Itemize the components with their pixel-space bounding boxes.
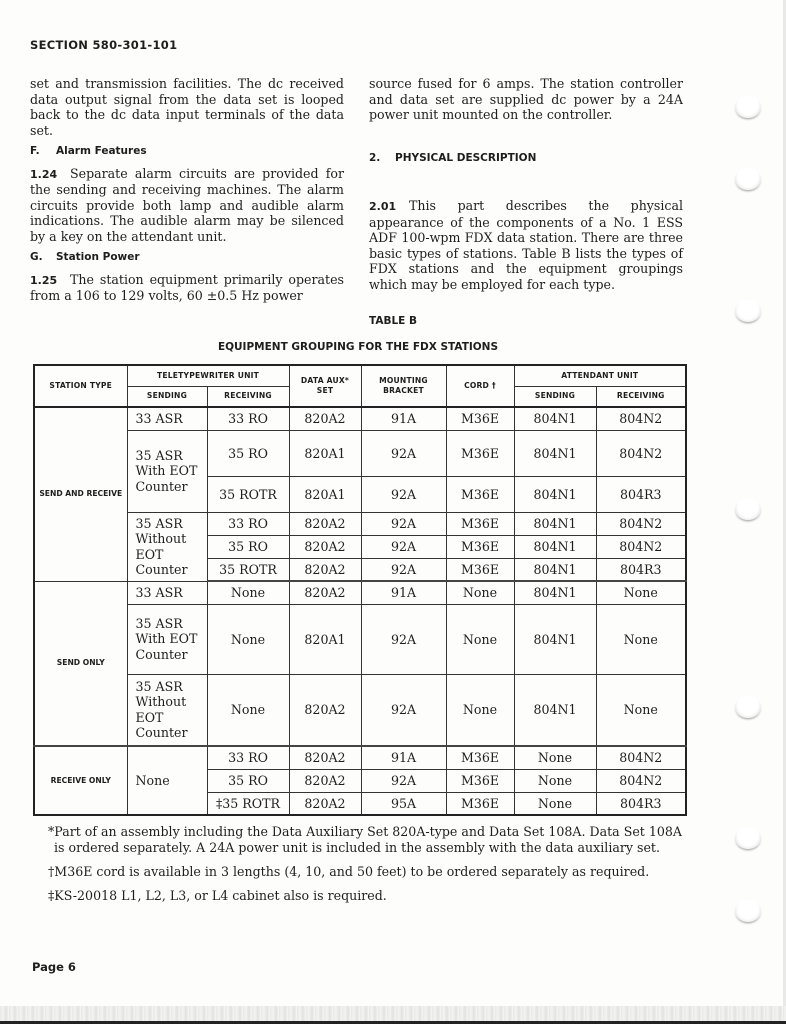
heading-alarm-features [30,144,344,160]
paragraph-1-25 [30,272,344,304]
header-cord: CORD † [446,365,514,407]
cell-au-sending: 804N1 [514,407,596,430]
cell-au-sending: 804N1 [514,476,596,512]
right-column [369,76,683,298]
punch-hole-icon [735,900,761,922]
paragraph-number: 2.01 [369,200,397,213]
header-attendant-unit: ATTENDANT UNIT [514,365,686,386]
header-data-aux-set: DATA AUX* SET [289,365,361,407]
cell-tt-sending: 33 ASR [127,407,207,430]
cell-cord: None [446,581,514,604]
cell-tt-receiving: 33 RO [207,512,289,535]
paragraph-2-01 [369,198,683,292]
heading-number: 2. [369,151,381,164]
cell-cord: M36E [446,407,514,430]
cell-au-receiving: None [596,604,686,674]
cell-tt-sending: 35 ASR Without EOT Counter [127,674,207,746]
cell-bracket: 91A [361,581,446,604]
heading-physical-description [369,151,683,167]
cell-au-sending: None [514,792,596,815]
cell-aux: 820A2 [289,407,361,430]
cell-cord: M36E [446,792,514,815]
cell-au-receiving: None [596,674,686,746]
station-type-receive-only: RECEIVE ONLY [34,746,127,815]
punch-hole-icon [735,827,761,849]
cell-bracket: 92A [361,674,446,746]
cell-cord: M36E [446,476,514,512]
cell-au-sending: 804N1 [514,430,596,476]
cell-bracket: 92A [361,769,446,792]
cell-aux: 820A2 [289,769,361,792]
cell-aux: 820A2 [289,792,361,815]
cell-aux: 820A2 [289,535,361,558]
cell-au-receiving: 804N2 [596,407,686,430]
cell-tt-sending: 35 ASR With EOT Counter [127,430,207,512]
continuation-paragraph: source fused for 6 amps. The station controller and data set are supplied dc power by a 24A power unit mounted on the controller. [369,76,683,122]
cell-au-receiving: 804N2 [596,430,686,476]
header-mounting-bracket: MOUNTING BRACKET [361,365,446,407]
header-station-type: STATION TYPE [34,365,127,407]
table-row [34,581,686,604]
paragraph-text: This part describes the physical appearance of the components of a No. 1 ESS ADF 100-wpm FDX data station. There are three basic types of stations. Table B lists the types of FDX stations and the equipment groupings which may be employed for each type. [369,198,683,292]
cell-tt-receiving: 35 RO [207,769,289,792]
header-au-sending: SENDING [514,386,596,407]
cell-cord: M36E [446,746,514,769]
heading-title: Station Power [56,251,140,263]
cell-bracket: 92A [361,604,446,674]
cell-bracket: 92A [361,558,446,581]
cell-aux: 820A1 [289,604,361,674]
paragraph-number: 1.24 [30,167,58,181]
cell-au-receiving: 804N2 [596,769,686,792]
cell-cord: None [446,674,514,746]
cell-au-sending: 804N1 [514,604,596,674]
left-column [30,76,344,310]
cell-bracket: 91A [361,746,446,769]
cell-aux: 820A2 [289,746,361,769]
cell-au-receiving: 804N2 [596,512,686,535]
table-row [34,604,686,674]
cell-tt-receiving: 35 RO [207,430,289,476]
cell-aux: 820A2 [289,581,361,604]
cell-au-sending: None [514,769,596,792]
cell-tt-receiving: ‡35 ROTR [207,792,289,815]
cell-tt-sending: 33 ASR [127,581,207,604]
table-row [34,674,686,746]
heading-title: PHYSICAL DESCRIPTION [395,151,537,164]
table-row [34,512,686,535]
punch-hole-icon [735,498,761,520]
cell-tt-receiving: 35 RO [207,535,289,558]
table-row [34,407,686,430]
cell-au-receiving: 804R3 [596,558,686,581]
header-teletypewriter-unit: TELETYPEWRITER UNIT [127,365,289,386]
cell-bracket: 92A [361,430,446,476]
header-au-receiving: RECEIVING [596,386,686,407]
cell-tt-receiving: 33 RO [207,746,289,769]
cell-tt-sending: None [127,746,207,815]
cell-au-receiving: 804R3 [596,792,686,815]
paragraph-text: Separate alarm circuits are provided for the sending and receiving machines. The alarm circuits provide both lamp and audible alarm indications. The audible alarm may be silenced by a key on the attendant unit. [30,165,344,244]
cell-au-receiving: 804N2 [596,535,686,558]
cell-aux: 820A1 [289,476,361,512]
cell-cord: M36E [446,430,514,476]
cell-au-receiving: 804N2 [596,746,686,769]
table-row [34,430,686,476]
cell-tt-sending: 35 ASR With EOT Counter [127,604,207,674]
cell-tt-receiving: 35 ROTR [207,558,289,581]
header-tt-sending: SENDING [127,386,207,407]
cell-tt-receiving: None [207,674,289,746]
cell-bracket: 91A [361,407,446,430]
table-footnotes [48,824,688,912]
heading-title: Alarm Features [56,145,147,157]
footnote-double-dagger: ‡KS-20018 L1, L2, L3, or L4 cabinet also is required. [48,888,387,903]
cell-cord: None [446,604,514,674]
heading-letter: F. [30,145,40,157]
paragraph-number: 1.25 [30,273,58,287]
cell-au-receiving: None [596,581,686,604]
cell-au-receiving: 804R3 [596,476,686,512]
table-title: EQUIPMENT GROUPING FOR THE FDX STATIONS [217,341,499,353]
cell-au-sending: 804N1 [514,581,596,604]
cell-tt-receiving: None [207,604,289,674]
cell-tt-sending: 35 ASR Without EOT Counter [127,512,207,581]
cell-aux: 820A2 [289,512,361,535]
intro-paragraph: set and transmission facilities. The dc received data output signal from the data set is looped back to the dc data input terminals of the data set. [30,76,344,138]
cell-au-sending: 804N1 [514,558,596,581]
cell-aux: 820A2 [289,558,361,581]
table-label: TABLE B [369,315,417,327]
table-row [34,746,686,769]
heading-station-power [30,250,344,266]
cell-tt-receiving: 35 ROTR [207,476,289,512]
scan-edge [0,1006,786,1024]
cell-cord: M36E [446,512,514,535]
paragraph-text: The station equipment primarily operates from a 106 to 129 volts, 60 ±0.5 Hz power [30,271,344,303]
equipment-grouping-table [33,364,687,816]
punch-hole-icon [735,168,761,190]
cell-aux: 820A1 [289,430,361,476]
punch-hole-icon [735,300,761,322]
page-number: Page 6 [32,960,76,974]
station-type-send-receive: SEND AND RECEIVE [34,407,127,581]
cell-aux: 820A2 [289,674,361,746]
cell-bracket: 92A [361,476,446,512]
cell-au-sending: 804N1 [514,674,596,746]
cell-cord: M36E [446,535,514,558]
cell-bracket: 92A [361,535,446,558]
heading-letter: G. [30,251,43,263]
cell-cord: M36E [446,558,514,581]
cell-bracket: 92A [361,512,446,535]
cell-bracket: 95A [361,792,446,815]
cell-au-sending: 804N1 [514,512,596,535]
station-type-send-only: SEND ONLY [34,581,127,746]
cell-tt-receiving: None [207,581,289,604]
header-tt-receiving: RECEIVING [207,386,289,407]
cell-au-sending: None [514,746,596,769]
cell-au-sending: 804N1 [514,535,596,558]
paragraph-1-24 [30,166,344,245]
punch-hole-icon [735,96,761,118]
section-header: SECTION 580-301-101 [30,38,178,52]
cell-tt-receiving: 33 RO [207,407,289,430]
cell-cord: M36E [446,769,514,792]
punch-hole-icon [735,696,761,718]
footnote-asterisk: *Part of an assembly including the Data Auxiliary Set 820A-type and Data Set 108A. Data Set 108A is ordered separately. A 24A power unit is included in the assembly with the data auxiliary set. [48,824,682,855]
footnote-dagger: †M36E cord is available in 3 lengths (4, 10, and 50 feet) to be ordered separately as required. [48,864,650,879]
